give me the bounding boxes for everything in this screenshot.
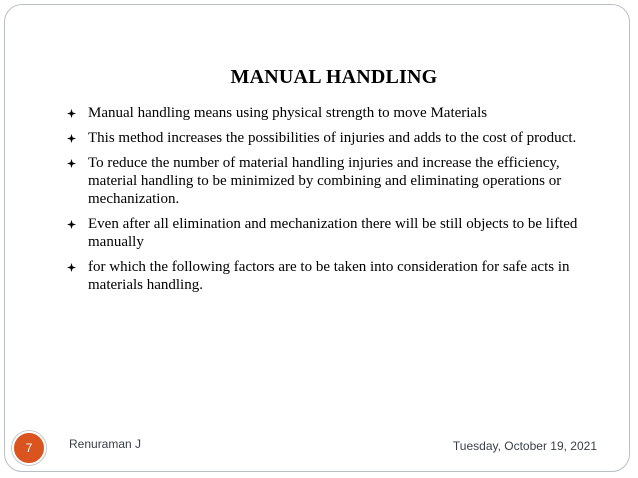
diamond-bullet-icon <box>67 220 76 229</box>
bullet-item <box>66 215 601 251</box>
bullet-item <box>66 154 601 208</box>
bullet-text: To reduce the number of material handling injuries and increase the efficiency, material handling to be minimized by combining and eliminating operations or mechanization. <box>88 155 562 207</box>
bullet-text: Even after all elimination and mechanization there will be still objects to be lifted manually <box>88 216 578 250</box>
diamond-bullet-icon <box>67 109 76 118</box>
bullet-text: Manual handling means using physical strength to move Materials <box>88 105 488 121</box>
diamond-bullet-icon <box>67 159 76 168</box>
bullet-item <box>66 258 601 294</box>
footer-date: Tuesday, October 19, 2021 <box>452 439 597 453</box>
diamond-bullet-icon <box>67 263 76 272</box>
slide-title: MANUAL HANDLING <box>230 66 438 88</box>
page-number: 7 <box>25 441 33 455</box>
bullet-text: This method increases the possibilities of injuries and adds to the cost of product. <box>88 130 577 146</box>
diamond-bullet-icon <box>67 134 76 143</box>
bullet-text: for which the following factors are to be taken into consideration for safe acts in materials handling. <box>88 259 570 293</box>
bullet-item <box>66 104 601 122</box>
page-number-badge <box>12 431 46 465</box>
footer-author: Renuraman J <box>69 437 142 451</box>
bullet-list <box>66 104 601 301</box>
bullet-item <box>66 129 601 147</box>
